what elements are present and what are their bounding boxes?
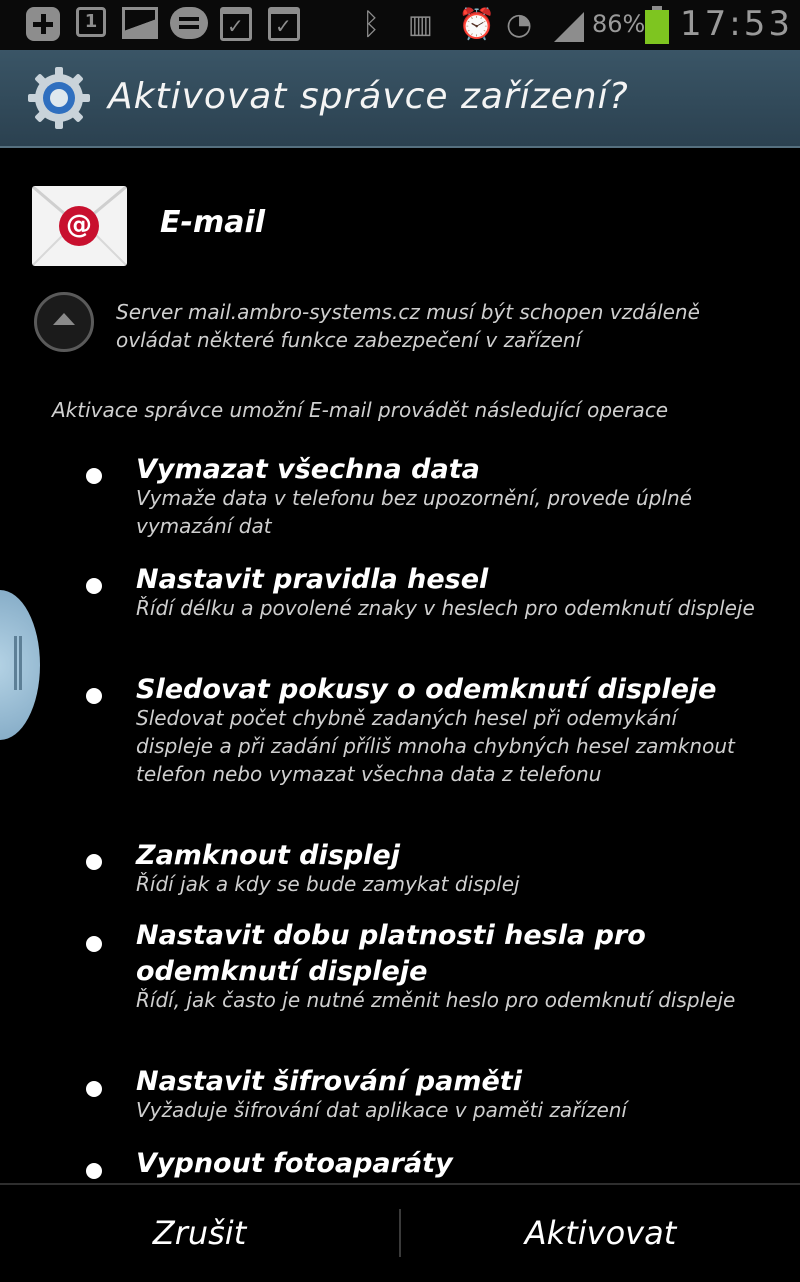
activate-button[interactable]: Aktivovat: [524, 1214, 677, 1252]
permission-description: Řídí délku a povolené znaky v heslech pro odemknutí displeje: [136, 596, 755, 620]
permission-title: Nastavit pravidla hesel: [136, 564, 489, 595]
bullet: [86, 1163, 102, 1179]
app-name: E-mail: [160, 205, 266, 240]
permission-title: Vypnout fotoaparáty: [136, 1148, 453, 1179]
battery-percent: 86%: [592, 10, 646, 38]
bullet: [86, 578, 102, 594]
collapse-details-button[interactable]: [34, 292, 94, 352]
bullet: [86, 1081, 102, 1097]
status-bar: [0, 0, 800, 50]
wifi-icon: ◔: [506, 7, 533, 42]
permission-description: Řídí jak a kdy se bude zamykat displej: [136, 872, 520, 896]
calendar-icon: [268, 7, 300, 41]
server-description: Server mail.ambro-systems.cz musí být schopen vzdáleně ovládat některé funkce zabezpečení v zařízení: [116, 300, 700, 352]
bullet: [86, 854, 102, 870]
bullet: [86, 688, 102, 704]
permission-description: Sledovat počet chybně zadaných hesel při odemykání displeje a při zadání příliš mnoha chybných hesel zamknout telefon nebo vymazat všechna data z telefonu: [136, 706, 735, 786]
vibrate-icon: ▥: [408, 10, 433, 40]
message-icon: [170, 7, 208, 39]
side-panel-handle[interactable]: [0, 590, 40, 740]
bullet: [86, 936, 102, 952]
alarm-icon: ⏰: [458, 7, 496, 42]
add-icon: [26, 7, 60, 41]
permission-title: Vymazat všechna data: [136, 454, 480, 485]
page-title: Aktivovat správce zařízení?: [108, 76, 629, 117]
photo-icon: [122, 7, 158, 39]
email-at-icon: @: [59, 206, 99, 246]
clock: 17:53: [680, 4, 793, 44]
bluetooth-icon: ᛒ: [362, 7, 380, 42]
cancel-button[interactable]: Zrušit: [152, 1214, 247, 1252]
permissions-intro: Aktivace správce umožní E-mail provádět následující operace: [52, 398, 669, 422]
permission-title: Nastavit šifrování paměti: [136, 1066, 522, 1097]
permission-title: Zamknout displej: [136, 840, 400, 871]
permission-description: Vyžaduje šifrování dat aplikace v paměti zařízení: [136, 1098, 627, 1122]
battery-icon: [645, 6, 669, 44]
bullet: [86, 468, 102, 484]
permission-title: Nastavit dobu platnosti hesla pro odemknutí displeje: [136, 920, 646, 987]
notification-1-icon: [76, 7, 106, 37]
notification-badge: 1: [84, 11, 98, 32]
calendar-icon: [220, 7, 252, 41]
dialog-header: [0, 50, 800, 148]
settings-gear-icon: [28, 67, 90, 129]
permission-title: Sledovat pokusy o odemknutí displeje: [136, 674, 717, 705]
email-app-icon: [32, 186, 127, 266]
permission-description: Řídí, jak často je nutné změnit heslo pro odemknutí displeje: [136, 988, 736, 1012]
signal-icon: [554, 12, 584, 42]
button-bar: [0, 1183, 800, 1282]
permission-description: Vymaže data v telefonu bez upozornění, provede úplné vymazání dat: [136, 486, 692, 538]
